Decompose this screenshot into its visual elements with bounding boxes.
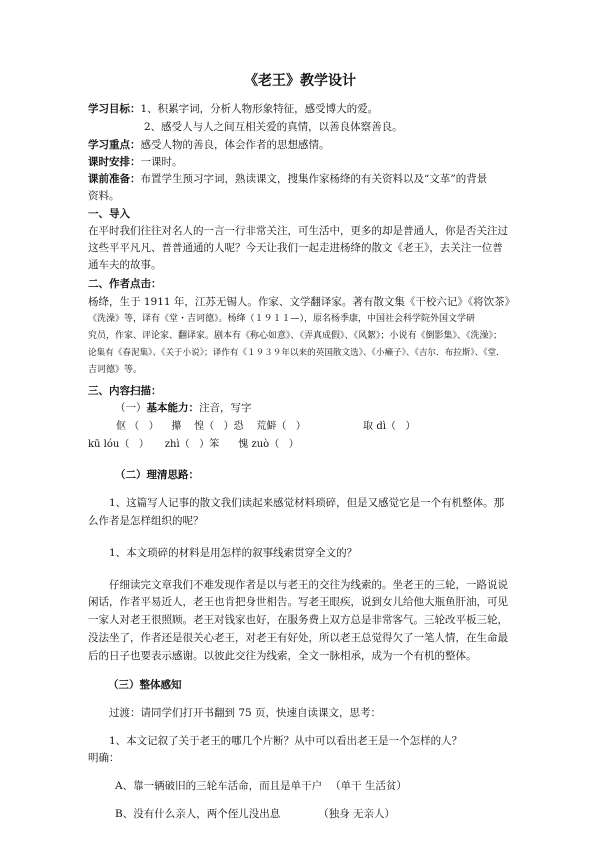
question-3-line-1: 1、本文记叙了关于老王的哪几个片断？从中可以看出老王是一个怎样的人？ <box>109 735 463 747</box>
question-2: 1、本文琐碎的材料是用怎样的叙事线索贯穿全文的？ <box>109 547 358 559</box>
author-line-5: 吉诃德》等。 <box>88 365 143 375</box>
author-line-4: 论集有《春泥集》、《关于小说》；译作有《１９３９年以来的英国散文选》、《小癞子》、《吉尔．布拉斯》、《堂． <box>88 348 505 358</box>
prep-text-2: 资料。 <box>88 190 120 202</box>
hours-line <box>88 154 518 171</box>
option-a-text: A、靠一辆破旧的三轮车活命，而且是单干户 <box>115 780 323 792</box>
option-a-note: （单干 生活贫） <box>330 780 407 792</box>
option-a <box>115 778 545 795</box>
subsection-1-text: 注音，写字 <box>199 402 252 414</box>
key-text: 感受人物的善良，体会作者的思想感情。 <box>140 139 330 151</box>
subsection-1-label: 基本能力： <box>146 402 199 414</box>
pinyin-row-1: 伛 （ ） 攥 惶（ ）恐 荒僻（ ） 取 dì（ ） <box>116 421 416 432</box>
prep-line <box>88 171 518 188</box>
goal-2: 2、感受人与人之间互相关爱的真情，以善良体察善良。 <box>144 121 403 133</box>
prep-text-1: 布置学生预习字词，熟读课文，搜集作家杨绛的有关资料以及“文革”的背景 <box>140 173 488 185</box>
author-line-3: 究员，作家、评论家、翻译家。剧本有《称心如意》、《弄真成假》、《风絮》；小说有《倒影集》、《洗澡》； <box>88 331 503 341</box>
question-1-line-2: 么作者是怎样组织的呢？ <box>88 515 204 527</box>
answer-line-1: 仔细读完文章我们不难发现作者是以与老王的交往为线索的。坐老王的三轮，一路说说 <box>109 579 508 591</box>
author-line-2: 《洗澡》等，译有《堂・吉诃德》。杨绛（１９１１—），原名杨季康，中国社会科学院外国文学研 <box>88 314 476 324</box>
section-3-title: 三、内容扫描： <box>88 385 162 397</box>
subsection-1-num: （一） <box>115 402 147 414</box>
pinyin-row-2: kū lóu（ ） zhì（ ）笨 愧 zuò（ ） <box>88 439 299 450</box>
question-1-line-1: 1、这篇写人记事的散文我们读起来感觉材料琐碎，但是又感觉它是一个有机整体。那 <box>109 497 505 509</box>
option-b-text: B、没有什么亲人，两个侄儿没出息 <box>115 808 281 820</box>
option-b <box>115 806 545 823</box>
subsection-2: （二）理清思路： <box>115 469 199 481</box>
author-line-1: 杨绛，生于 1911 年，江苏无锡人。作家、文学翻译家。著有散文集《干校六记》《将饮茶》 <box>88 296 516 308</box>
answer-line-3: 一家人对老王很照顾。老王对钱家也好，在服务费上双方总是非常客气。三轮改平板三轮， <box>88 614 508 626</box>
key-point-line <box>88 137 518 154</box>
subsection-1 <box>115 400 545 417</box>
goal-1: 1、积累字词，分析人物形象特征，感受博大的爱。 <box>140 103 379 115</box>
question-3-line-2: 明确： <box>88 752 120 764</box>
answer-line-4: 没法坐了，作者还是很关心老王，对老王有好处，所以老王总觉得欠了一笔人情，在生命最 <box>88 632 508 644</box>
section-1-title: 一、导入 <box>88 208 130 220</box>
goal-line-1 <box>88 101 518 118</box>
answer-line-5: 后的日子也要表示感谢。以彼此交往为线索，全文一脉相承，成为一个有机的整体。 <box>88 650 477 662</box>
subsection-3: （三）整体感知 <box>108 679 182 691</box>
intro-line-1: 在平时我们往往对名人的一言一行非常关注，可生活中，更多的却是普通人，你是否关注过 <box>88 225 508 237</box>
answer-line-2: 闲话，作者平易近人，老王也肯把身世相告。写老王眼疾，说到女儿给他大瓶鱼肝油，可见 <box>88 596 508 608</box>
prep-label: 课前准备： <box>88 173 141 185</box>
goals-label: 学习目标： <box>88 103 141 115</box>
hours-text: 一课时。 <box>140 156 183 168</box>
intro-line-3: 通车夫的故事。 <box>88 259 162 271</box>
intro-line-2: 这些平平凡凡、普普通通的人呢？今天让我们一起走进杨绛的散文《老王》，去关注一位普 <box>88 242 503 254</box>
page-title: 《老王》教学设计 <box>244 73 356 89</box>
hours-label: 课时安排： <box>88 156 141 168</box>
option-b-note: （独身 无亲人） <box>318 808 396 820</box>
key-label: 学习重点： <box>88 139 141 151</box>
section-2-title: 二、作者点击： <box>88 278 162 290</box>
transition-line: 过渡：请同学们打开书翻到 75 页，快速自读课文，思考： <box>109 707 382 719</box>
